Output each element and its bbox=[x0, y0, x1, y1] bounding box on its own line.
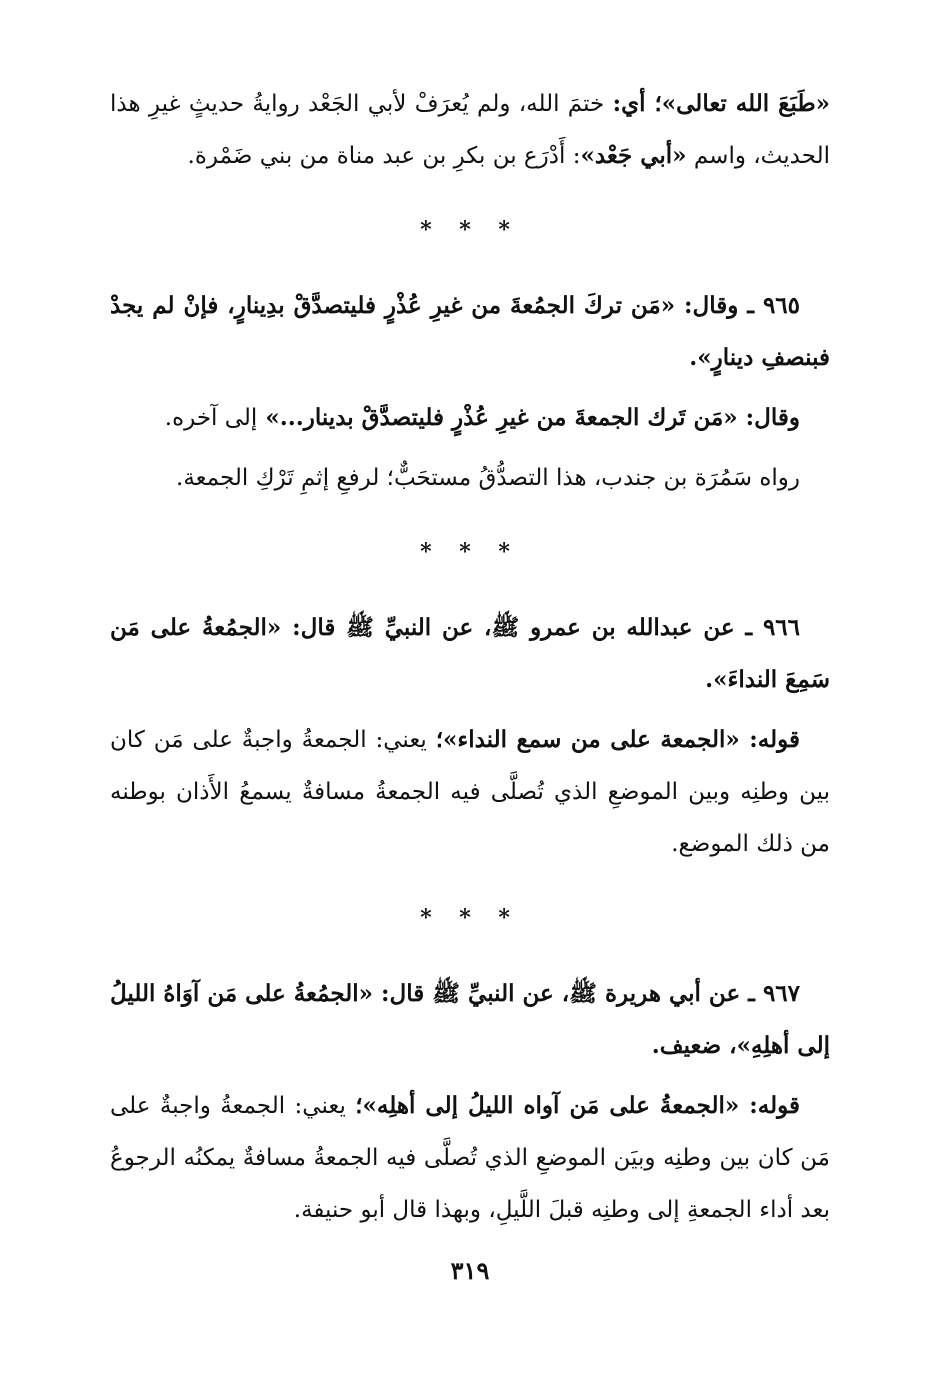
text-run: ختمَ الله، ولم يُعرَفْ لأبي الجَعْد روايةُ حديثٍ غيرِ هذا الحديث، واسم bbox=[110, 91, 830, 169]
bold-text-run: وقال: «مَن تَرك الجمعةَ من غيرِ عُذْرٍ فليتصدَّقْ بدينار...» bbox=[257, 404, 800, 431]
section-separator: * * * bbox=[420, 539, 520, 565]
commentary-paragraph bbox=[110, 714, 830, 870]
bold-text-run: «طَبَعَ الله تعالى»؛ أي: bbox=[612, 90, 830, 117]
bold-text-run: قوله: «الجمعة على من سمع النداء»؛ bbox=[435, 726, 800, 753]
text-run: رواه سَمُرَة بن جندب، هذا التصدُّقُ مستحَبٌّ؛ لرفعِ إثمِ تَرْكِ الجمعة. bbox=[176, 465, 800, 491]
text-run: إلى آخره. bbox=[164, 405, 258, 431]
text-run: يعني: الجمعةُ واجبةٌ على مَن كان بين وطنِه وبين الموضعِ الذي تُصلَّى فيه الجمعةُ مسافةٌ يسمعُ الأَذان بوطنه من ذلك الموضع. bbox=[110, 727, 830, 857]
commentary-paragraph bbox=[110, 452, 830, 504]
commentary-paragraph bbox=[110, 78, 830, 182]
bold-text-run: ٩٦٦ ـ عن عبدالله بن عمرو ﷺ، عن النبيِّ ﷺ قال: «الجمُعةُ على مَن سَمِعَ النداءَ». bbox=[110, 614, 830, 693]
bold-text-run: قوله: «الجمعةُ على مَن آواه الليلُ إلى أهلِه»؛ bbox=[355, 1092, 800, 1119]
section-separator: * * * bbox=[420, 217, 520, 243]
section-separator: * * * bbox=[420, 905, 520, 931]
text-run: يعني: الجمعةُ واجبةٌ على مَن كان بين وطنِه وبيَن الموضعِ الذي تُصلَّى فيه الجمعةُ مسافةٌ يمكنُه الرجوعُ بعد أداء الجمعةِ إلى وطنِه قبلَ اللَّيلِ، وبهذا قال أبو حنيفة. bbox=[110, 1093, 830, 1223]
text-run: : أَدْرَع بن بكرِ بن عبد مناة من بني ضَمْرة. bbox=[187, 143, 581, 169]
hadith-text bbox=[110, 602, 830, 706]
hadith-text bbox=[110, 280, 830, 384]
commentary-paragraph bbox=[110, 1080, 830, 1236]
bold-text-run: ٩٦٥ ـ وقال: «مَن تركَ الجمُعةَ من غيرِ عُذْرٍ فليتصدَّقْ بدِينارٍ، فإنْ لم يجدْ فبنصفِ دينارٍ». bbox=[110, 292, 830, 371]
page-number: ٣١٩ bbox=[450, 1256, 490, 1285]
bold-text-run: «أبي جَعْد» bbox=[580, 142, 687, 169]
hadith-text bbox=[110, 968, 830, 1072]
commentary-paragraph bbox=[110, 392, 830, 444]
page-body bbox=[110, 78, 830, 1236]
bold-text-run: ٩٦٧ ـ عن أبي هريرة ﷺ، عن النبيِّ ﷺ قال: «الجمُعةُ على مَن آوَاهُ الليلُ إلى أهلِهِ»، ضعيف. bbox=[110, 980, 830, 1059]
